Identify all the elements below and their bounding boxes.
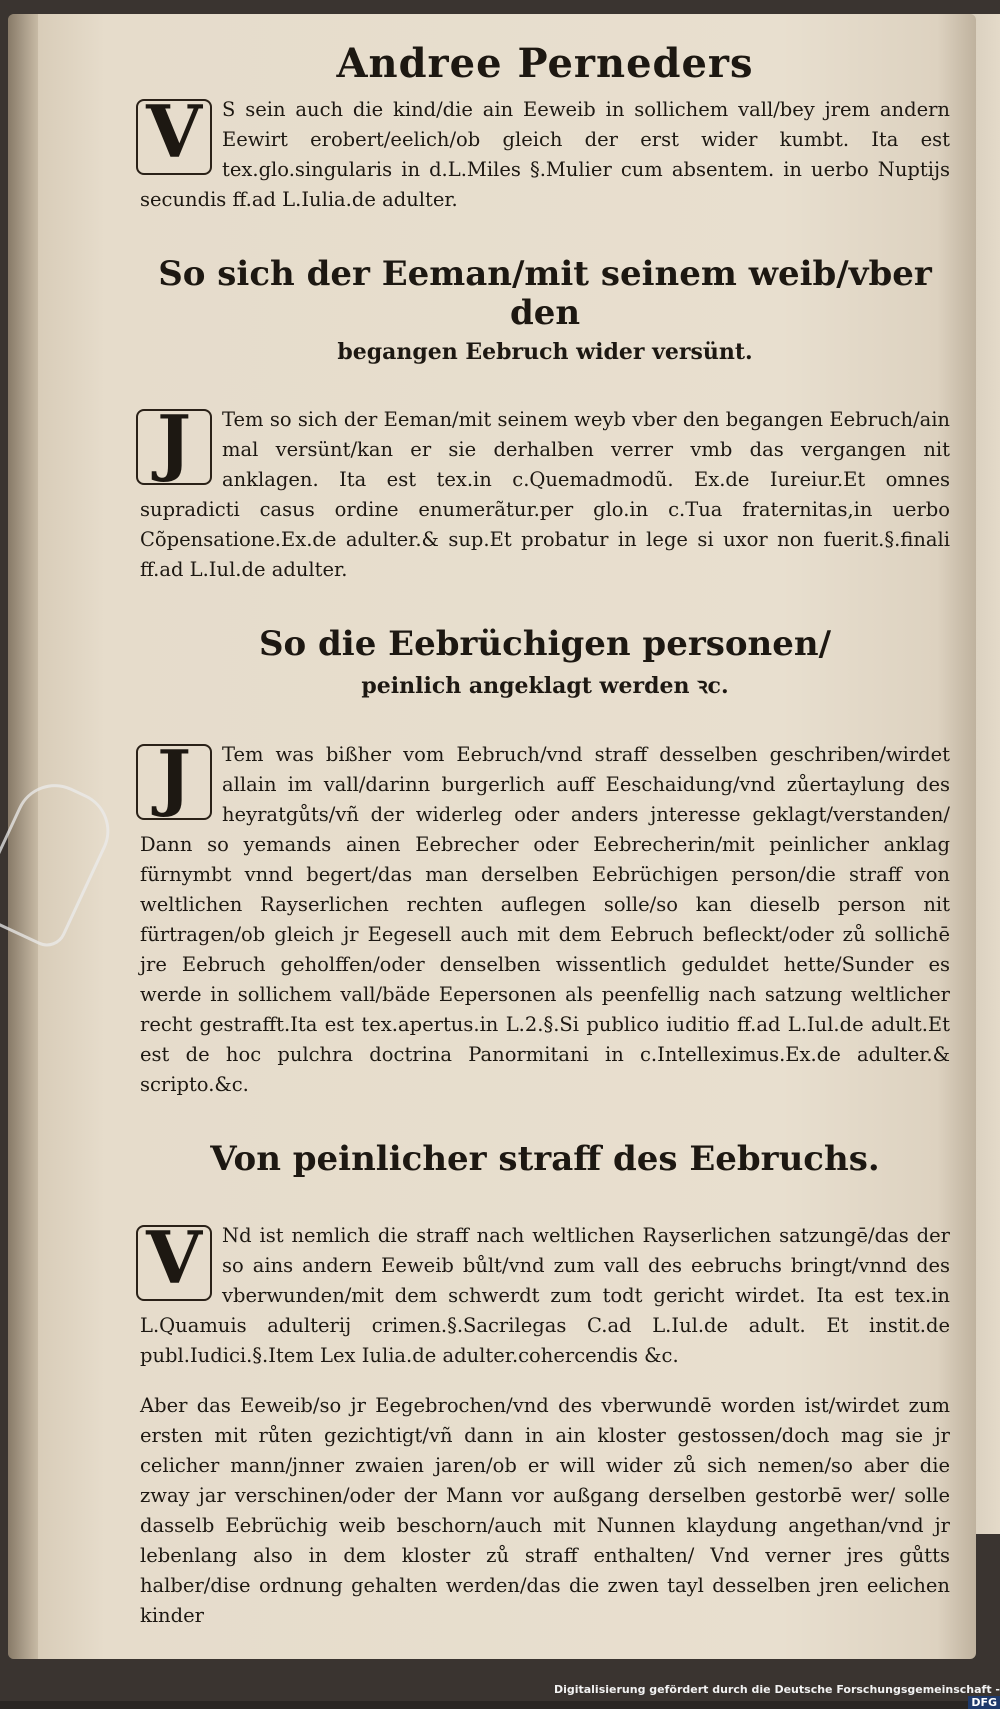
decorated-initial: J [136,409,212,485]
decorated-initial: V [136,1225,212,1301]
spacer [140,1185,950,1221]
decorated-initial: J [136,744,212,820]
decorated-initial: V [136,99,212,175]
page-text [140,40,950,1631]
paragraph-text: Tem so sich der Eeman/mit seinem weyb vber den begangen Eebruch/ain mal versünt/kan er sie derhalben verrer vmb das vergangen nit anklagen. Ita est tex.in c.Quemadmodũ. Ex.de Iureiur.Et omnes supradicti casus ordine enumerãtur.per glo.in c.Tua fraternitas,in uerbo Cõpensatione.Ex.de adulter.& sup.Et probatur in lege si uxor non fuerit.§.finali ff.ad L.Iul.de adulter. [140,408,950,582]
dfg-logo: DFG [968,1696,1000,1709]
section-paragraph [140,1215,950,1371]
section-paragraph [140,89,950,215]
final-paragraph: Aber das Eeweib/so jr Eegebrochen/vnd des vberwundē worden ist/wirdet zum ersten mit růten gezichtigt/vñ dann in ain kloster gestossen/doch mag sie jr celicher mann/jnner zwaien jaren/ob er will wider zů sich nemen/so aber die zway jar verschinen/oder der Mann vor außgang derselben gestorbē wer/ solle dasselb Eebrüchig weib beschorn/auch mit Nunnen klaydung angethan/vnd jr lebenlang also in dem kloster zů straff enthalten/ Vnd verner jres gůtts halber/dise ordnung gehalten werden/das die zwen tayl desselben jren eelichen kinder [140,1394,950,1628]
paragraph-text: Tem was bißher vom Eebruch/vnd straff desselben geschriben/wirdet allain im vall/darinn burgerlich auff Eeschaidung/vnd zůertaylung des heyratgůts/vñ der widerleg oder anders jnteresse geklagt/verstanden/ Dann so yemands ainen Eebrecher oder Eebrecherin/mit peinlicher anklag fürnymbt vnnd begert/das man derselben Eebrüchigen person/die straff von weltlichen Rayserlichen rechten auflegen solle/so kan dieselb person nit fürtragen/ob gleich jr Eegesell auch mit dem Eebruch befleckt/oder zů sollichē jre Eebruch geholffen/oder denselben wissentlich geduldet hette/Sunder es werde in sollichem vall/bäde Eepersonen als peenfellig nach satzung weltlicher recht gestrafft.Ita est tex.apertus.in L.2.§.Si publico iuditio ff.ad L.Iul.de adult.Et est de hoc pulchra doctrina Panormitani in c.Intelleximus.Ex.de adulter.& scripto.&c. [140,743,950,1097]
section-heading: So sich der Eeman/mit seinem weib/vber den [158,254,932,334]
paragraph-text: Nd ist nemlich die straff nach weltlichen Rayserlichen satzungē/das der so ains andern Eeweib bůlt/vnd zum vall des eebruchs bringt/vnnd des vberwunden/mit dem schwerdt zum todt gericht wirdet. Ita est tex.in L.Quamuis adulterij crimen.§.Sacrilegas C.ad L.Iul.de adult. Et instit.de publ.Iudici.§.Item Lex Iulia.de adulter.cohercendis &c. [140,1224,950,1368]
digitization-credit [545,1683,1000,1709]
paragraph-text: S sein auch die kind/die ain Eeweib in sollichem vall/bey jrem andern Eewirt erobert/eelich/ob gleich der erst wider kumbt. Ita est tex.glo.singularis in d.L.Miles §.Mulier cum absentem. in uerbo Nuptijs secundis ff.ad L.Iulia.de adulter. [140,98,950,211]
section-subheading: peinlich angeklagt werden ꝛc. [361,673,729,700]
section-heading: So die Eebrüchigen personen/ [258,624,832,665]
running-head: Andree Perneders [336,40,754,87]
section-heading: Von peinlicher straff des Eebruchs. [210,1139,880,1180]
credit-text: Digitalisierung gefördert durch die Deutsche Forschungsgemeinschaft - [553,1683,1000,1696]
section-paragraph [140,399,950,585]
section-subheading: begangen Eebruch wider versünt. [337,339,753,366]
section-paragraph [140,734,950,1100]
